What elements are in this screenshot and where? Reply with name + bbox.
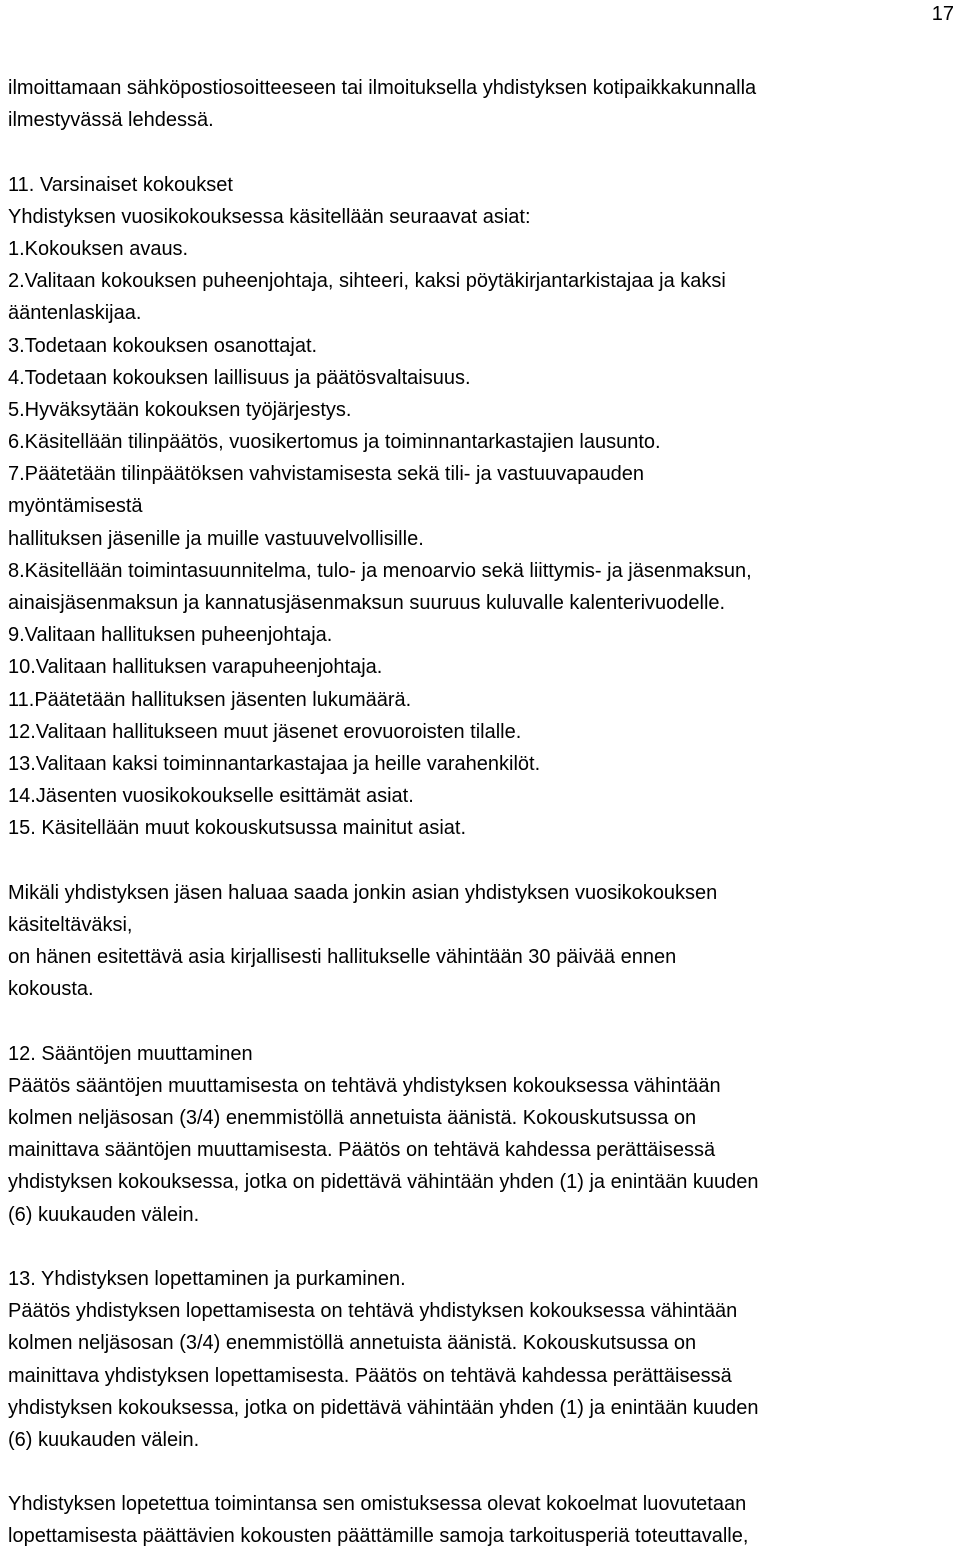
page-number: 17	[931, 3, 954, 25]
text-line: 6.Käsitellään tilinpäätös, vuosikertomus ja toiminnantarkastajien lausunto.	[8, 431, 661, 454]
text-line: yhdistyksen kokouksessa, jotka on pidettävä vähintään yhden (1) ja enintään kuuden	[8, 1171, 759, 1194]
text-line: ainaisjäsenmaksun ja kannatusjäsenmaksun suuruus kuluvalle kalenterivuodelle.	[8, 592, 726, 614]
text-line: ääntenlaskijaa.	[8, 302, 142, 325]
text-line: 2.Valitaan kokouksen puheenjohtaja, sihteeri, kaksi pöytäkirjantarkistajaa ja kaksi	[8, 270, 726, 293]
text-line: 13.Valitaan kaksi toiminnantarkastajaa ja heille varahenkilöt.	[8, 752, 541, 775]
text-line: mainittava sääntöjen muuttamisesta. Päätös on tehtävä kahdessa perättäisessä	[8, 1139, 716, 1162]
text-line: myöntämisestä	[8, 495, 143, 518]
text-line: (6) kuukauden välein.	[8, 1428, 200, 1451]
text-line: hallituksen jäsenille ja muille vastuuvelvollisille.	[8, 527, 424, 550]
text-line: 4.Todetaan kokouksen laillisuus ja päätösvaltaisuus.	[8, 366, 471, 389]
paragraph-gap	[8, 845, 956, 877]
text-line: 7.Päätetään tilinpäätöksen vahvistamisesta sekä tili- ja vastuuvapauden	[8, 463, 644, 486]
text-line: kokousta.	[8, 978, 94, 1001]
text-line: Päätös sääntöjen muuttamisesta on tehtävä yhdistyksen kokouksessa vähintään	[8, 1074, 721, 1097]
paragraph-gap	[8, 1005, 956, 1037]
text-line: on hänen esitettävä asia kirjallisesti hallitukselle vähintään 30 päivää ennen	[8, 946, 677, 969]
paragraph	[8, 1038, 956, 1231]
text-line: kolmen neljäsosan (3/4) enemmistöllä annetuista äänistä. Kokouskutsussa on	[8, 1332, 697, 1355]
paragraph-gap	[8, 1456, 956, 1488]
text-line: Mikäli yhdistyksen jäsen haluaa saada jonkin asian yhdistyksen vuosikokouksen	[8, 881, 718, 904]
text-line: Päätös yhdistyksen lopettamisesta on tehtävä yhdistyksen kokouksessa vähintään	[8, 1300, 738, 1323]
text-line: ilmestyvässä lehdessä.	[8, 109, 214, 132]
text-line: 8.Käsitellään toimintasuunnitelma, tulo- ja menoarvio sekä liittymis- ja jäsenmaksun,	[8, 559, 752, 582]
document-body	[8, 72, 956, 1553]
text-line: Yhdistyksen vuosikokouksessa käsitellään seuraavat asiat:	[8, 205, 531, 228]
text-line: lopettamisesta päättävien kokousten päättämille samoja tarkoitusperiä toteuttavalle,	[8, 1525, 749, 1548]
paragraph	[8, 1263, 956, 1456]
text-line: 12.Valitaan hallitukseen muut jäsenet erovuoroisten tilalle.	[8, 720, 522, 743]
paragraph	[8, 877, 956, 1006]
text-line: yhdistyksen kokouksessa, jotka on pidettävä vähintään yhden (1) ja enintään kuuden	[8, 1396, 759, 1419]
text-line: 9.Valitaan hallituksen puheenjohtaja.	[8, 624, 333, 647]
text-line: ilmoittamaan sähköpostiosoitteeseen tai ilmoituksella yhdistyksen kotipaikkakunnalla	[8, 77, 757, 99]
paragraph	[8, 72, 956, 136]
paragraph-gap	[8, 136, 956, 168]
text-line: käsiteltäväksi,	[8, 913, 133, 936]
text-line: 10.Valitaan hallituksen varapuheenjohtaja.	[8, 656, 383, 679]
text-line: 15. Käsitellään muut kokouskutsussa mainitut asiat.	[8, 817, 467, 840]
text-line: 11.Päätetään hallituksen jäsenten lukumäärä.	[8, 688, 412, 711]
text-line: 11. Varsinaiset kokoukset	[8, 173, 233, 196]
paragraph	[8, 169, 956, 845]
text-line: 3.Todetaan kokouksen osanottajat.	[8, 334, 318, 357]
text-line: 5.Hyväksytään kokouksen työjärjestys.	[8, 398, 352, 421]
paragraph-gap	[8, 1231, 956, 1263]
text-line: (6) kuukauden välein.	[8, 1203, 200, 1226]
text-line: 12. Sääntöjen muuttaminen	[8, 1042, 253, 1065]
text-line: 1.Kokouksen avaus.	[8, 237, 189, 260]
text-line: 14.Jäsenten vuosikokoukselle esittämät asiat.	[8, 785, 414, 808]
paragraph	[8, 1488, 956, 1552]
text-line: 13. Yhdistyksen lopettaminen ja purkaminen.	[8, 1267, 406, 1290]
text-line: Yhdistyksen lopetettua toimintansa sen omistuksessa olevat kokoelmat luovutetaan	[8, 1493, 747, 1516]
text-line: mainittava yhdistyksen lopettamisesta. Päätös on tehtävä kahdessa perättäisessä	[8, 1364, 732, 1387]
text-line: kolmen neljäsosan (3/4) enemmistöllä annetuista äänistä. Kokouskutsussa on	[8, 1107, 697, 1129]
